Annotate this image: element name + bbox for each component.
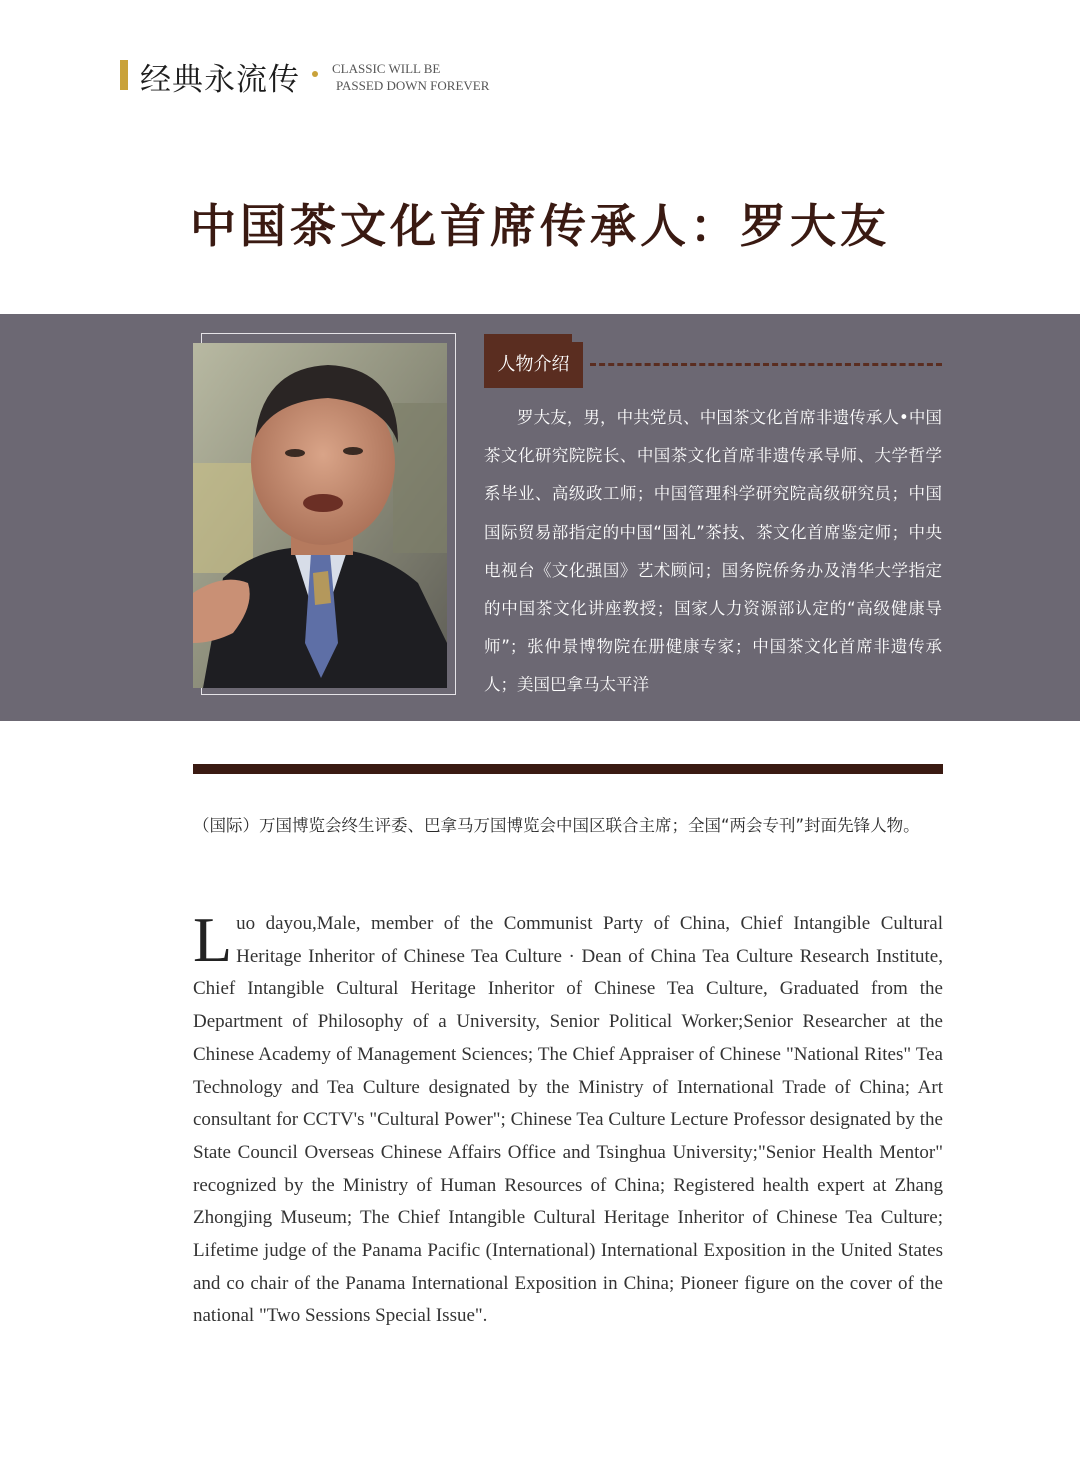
page-title: 中国茶文化首席传承人：罗大友 [190,199,890,253]
bio-english-dropcap: L [193,904,233,975]
portrait-photo-icon [193,343,447,688]
header-title-en-line1: CLASSIC WILL BE [332,61,441,76]
header-title-en-line2: PASSED DOWN FOREVER [336,78,490,93]
bio-english [193,904,943,1333]
bio-chinese-part1: 罗大友，男，中共党员、中国茶文化首席非遗传承人•中国茶文化研究院院长、中国茶文化首席非遗传承导师、大学哲学系毕业、高级政工师；中国管理科学研究院高级研究员；中国国际贸易部指定的中国“国礼”茶技、茶文化首席鉴定师；中央电视台《文化强国》艺术顾问；国务院侨务办及清华大学指定的中国茶文化讲座教授；国家人力资源部认定的“高级健康导师”；张仲景博物院在册健康专家；中国茶文化首席非遗传承人；美国巴拿马太平洋 [484,408,942,695]
header-accent-bar [120,60,128,90]
bio-english-text: uo dayou,Male, member of the Communist Party of China, Chief Intangible Cultural Heritage Inheritor of Chinese Tea Culture · Dean of China Tea Culture Research Institute, Chief Intangible Cultural Heritage Inheritor of Chinese Tea Culture, Graduated from the Department of Philosophy of a University, Senior Political Worker;Senior Researcher at the Chinese Academy of Management Sciences; The Chief Appraiser of Chinese "National Rites" Tea Technology and Tea Culture designated by the Ministry of International Trade of China; Art consultant for CCTV's "Cultural Power"; Chinese Tea Culture Lecture Professor designated by the State Council Overseas Chinese Affairs Office and Tsinghua University;"Senior Health Mentor" recognized by the Ministry of Human Resources of China; Registered health expert at Zhang Zhongjing Museum; The Chief Intangible Cultural Heritage Inheritor of Chinese Tea Culture; Lifetime judge of the Panama Pacific (International) International Exposition in the United States and co chair of the Panama International Exposition in China; Pioneer figure on the cover of the national "Two Sessions Special Issue". [193,913,943,1327]
portrait-photo [193,343,447,688]
header-title-en [332,60,489,94]
section-label-tab [484,334,572,342]
header-title-cn: 经典永流传 [140,62,300,98]
section-dashed-line [590,363,942,366]
header-dot-icon [312,71,318,77]
content-divider [193,764,943,774]
section-label: 人物介绍 [484,342,583,388]
bio-chinese-part2: （国际）万国博览会终生评委、巴拿马万国博览会中国区联合主席；全国“两会专刊”封面先锋人物。 [193,816,920,835]
